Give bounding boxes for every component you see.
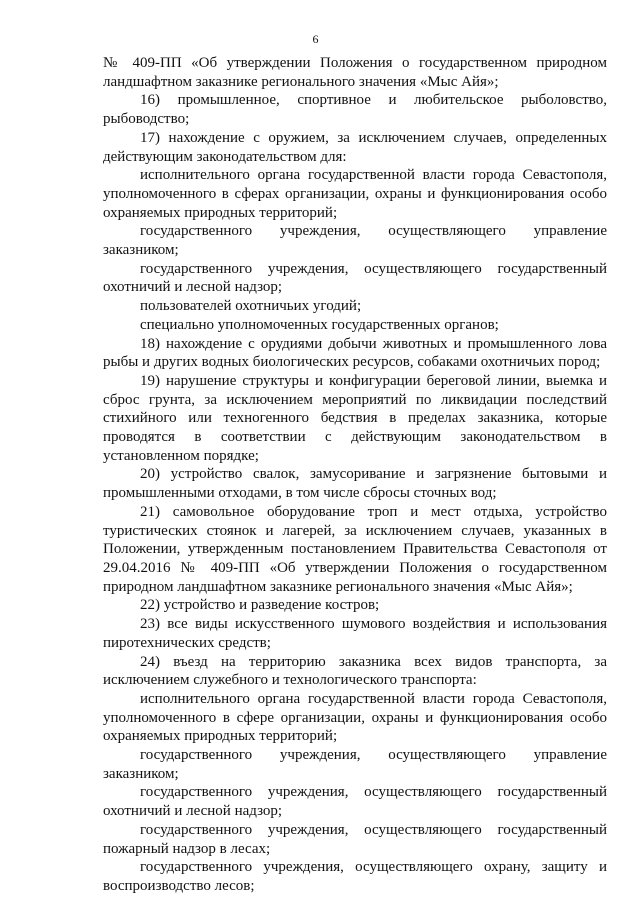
paragraph-subitem: государственного учреждения, осуществляющего государственный охотничий и лесной надзор;: [103, 784, 607, 820]
paragraph-subitem: исполнительного органа государственной власти города Севастополя, уполномоченного в сферах организации, охраны и функционирования особо охраняемых природных территорий;: [103, 167, 607, 221]
paragraph-item-20: 20) устройство свалок, замусоривание и загрязнение бытовыми и промышленными отходами, в том числе сбросы сточных вод;: [103, 466, 607, 502]
paragraph-item-18: 18) нахождение с орудиями добычи животных и промышленного лова рыбы и других водных биологических ресурсов, собаками охотничьих пород;: [103, 335, 607, 371]
paragraph-item-17: 17) нахождение с оружием, за исключением случаев, определенных действующим законодательством для:: [103, 129, 607, 165]
document-body: [103, 54, 607, 896]
paragraph-item-16: 16) промышленное, спортивное и любительское рыболовство, рыбоводство;: [103, 92, 607, 128]
paragraph-subitem: пользователей охотничьих угодий;: [140, 298, 362, 315]
paragraph-subitem: специально уполномоченных государственных органов;: [140, 316, 499, 333]
page-number: 6: [312, 32, 319, 46]
paragraph-item-21: 21) самовольное оборудование троп и мест отдыха, устройство туристических стоянок и лагерей, за исключением случаев, указанных в Положении, утвержденным постановлением Правительства Севастополя от 29.04.2016 № 409-ПП «Об утверждении Положения о государственном природном ландшафтном заказнике регионального значения «Мыс Айя»;: [103, 503, 607, 595]
paragraph-subitem: исполнительного органа государственной власти города Севастополя, уполномоченного в сфере организации, охраны и функционирования особо охраняемых природных территорий;: [103, 690, 607, 745]
paragraph-subitem: государственного учреждения, осуществляющего государственный пожарный надзор в лесах;: [103, 821, 607, 857]
paragraph-subitem: государственного учреждения, осуществляющего управление заказником;: [103, 747, 607, 782]
paragraph-subitem: государственного учреждения, осуществляющего государственный охотничий и лесной надзор;: [103, 260, 607, 296]
paragraph-item-23: 23) все виды искусственного шумового воздействия и использования пиротехнических средств;: [103, 616, 607, 651]
paragraph-item-19: 19) нарушение структуры и конфигурации береговой линии, выемка и сброс грунта, за исключением мероприятий по ликвидации последствий стихийного или техногенного бедствия в пределах заказника, которые проводятся в соответствии с действующим законодательством в установленном порядке;: [103, 372, 607, 464]
paragraph-subitem: государственного учреждения, осуществляющего управление заказником;: [103, 223, 607, 259]
paragraph-item-22: 22) устройство и разведение костров;: [140, 597, 380, 614]
paragraph-continuation: № 409-ПП «Об утверждении Положения о государственном природном ландшафтном заказнике регионального значения «Мыс Айя»;: [103, 55, 607, 90]
paragraph-item-24: 24) въезд на территорию заказника всех видов транспорта, за исключением служебного и технологического транспорта:: [103, 653, 607, 689]
paragraph-subitem: государственного учреждения, осуществляющего охрану, защиту и воспроизводство лесов;: [103, 859, 607, 894]
